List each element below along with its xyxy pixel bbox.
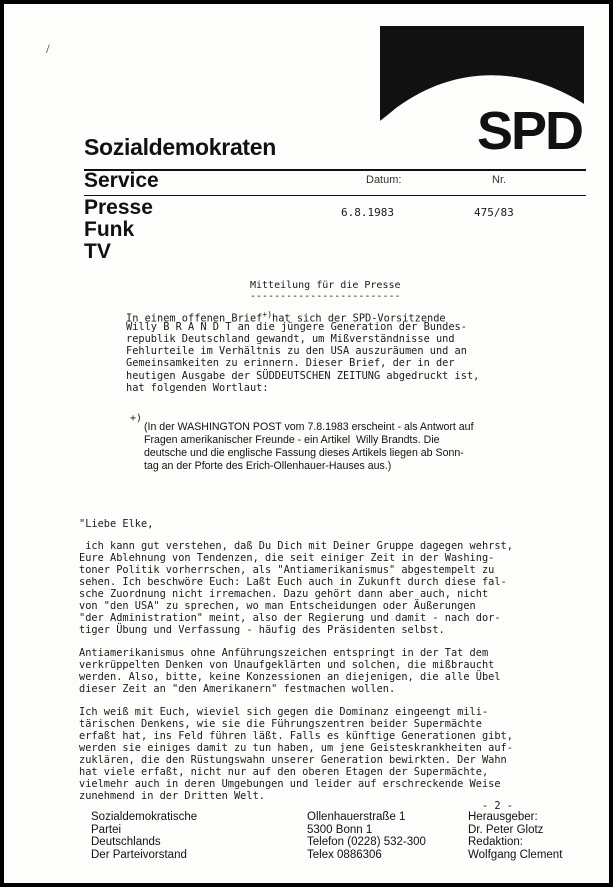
intro-line: Willy B R A N D T an die jüngere Generation der Bundes- <box>126 321 467 333</box>
letter-line: Antiamerikanismus ohne Anführungszeichen entspringt in der Tat dem <box>79 647 489 659</box>
letter-line: zunehmend in der Dritten Welt. <box>79 790 265 802</box>
intro-line: republik Deutschland gewandt, um Mißverständnisse und <box>126 333 455 345</box>
letter-line: "der Administration" meint, also der Regierung und damit - nach dor- <box>79 612 501 624</box>
letter-line: tiger Übung und Verfassung - häufig des Präsidenten selbst. <box>79 624 445 636</box>
letter-line: sche Zuordnung nicht irremachen. Dazu gehört dann aber auch, nicht <box>79 588 489 600</box>
date-value: 6.8.1983 <box>341 206 394 219</box>
letter-line: verkrüppelten Denken von Unaufgeklärten und solchen, die mißbraucht <box>79 659 495 671</box>
letter-line: toner Politik vorherrschen, als "Antiamerikanismus" abgestempelt zu <box>79 564 495 576</box>
page-title: Mitteilung für die Presse <box>250 280 401 291</box>
footnote-line: (In der WASHINGTON POST vom 7.8.1983 erscheint - als Antwort auf <box>144 421 474 433</box>
footnote-line: Fragen amerikanischer Freunde - ein Artikel Willy Brandts. Die <box>144 434 440 446</box>
brand-name: Sozialdemokraten <box>84 134 277 160</box>
letter-line: dieser Zeit an "den Amerikanern" festmachen wollen. <box>79 683 396 695</box>
footer-publisher: Herausgeber: Dr. Peter Glotz Redaktion: Wolfgang Clement <box>468 811 563 861</box>
letter-line: werden sie einiges damit zu tun haben, um jene Geisteskrankheiten auf- <box>79 742 513 754</box>
margin-mark: / <box>46 41 50 56</box>
letter-line: werden. Also, bitte, keine Konzessionen an diejenigen, die alle Übel <box>79 671 501 683</box>
letter-line: hat viele erfaßt, nicht nur auf den oberen Etagen der Supermächte, <box>79 766 489 778</box>
salutation: "Liebe Elke, <box>79 518 154 530</box>
letter-line: vielmehr auch in deren Umgebungen und leider auf erschreckende Weise <box>79 778 501 790</box>
section-presse: Presse <box>84 196 153 219</box>
letter-line: Eure Ablehnung von Tendenzen, die seit einiger Zeit in der Washing- <box>79 552 495 564</box>
header-rule-thin <box>84 195 586 196</box>
footnote-line: deutsche und die englische Fassung dieses Artikels liegen ab Sonn- <box>144 447 464 459</box>
intro-line: Gemeinsamkeiten zu erinnern. Dieser Brief, der in der <box>126 357 455 369</box>
letter-line: tärischen Denkens, wie sie die Führungszentren beider Supermächte <box>79 718 482 730</box>
letter-line: erfaßt hat, ins Feld führen läßt. Falls es künftige Generationen gibt, <box>79 730 513 742</box>
letter-line: Ich weiß mit Euch, wieviel sich gegen die Dominanz eingeengt mili- <box>79 706 489 718</box>
letter-line: sehen. Ich beschwöre Euch: Laßt Euch auch in Zukunft durch diese fal- <box>79 576 507 588</box>
section-tv: TV <box>84 240 111 263</box>
letter-line: zuklären, die den Rüstungswahn unserer Generation bewirkten. Der Wahn <box>79 754 507 766</box>
footnote-ref: +) <box>262 310 273 319</box>
number-value: 475/83 <box>474 206 514 219</box>
spd-logo-text: SPD <box>477 101 583 161</box>
footnote-marker: +) <box>130 413 143 424</box>
press-release-page <box>4 4 609 883</box>
letter-line: ich kann gut verstehen, daß Du Dich mit Deiner Gruppe dagegen wehrst, <box>79 540 513 552</box>
intro-line: heutigen Ausgabe der SÜDDEUTSCHEN ZEITUNG abgedruckt ist, <box>126 370 480 382</box>
footer-org: Sozialdemokratische Partei Deutschlands Der Parteivorstand <box>91 811 198 861</box>
intro-line: hat folgenden Wortlaut: <box>126 382 269 394</box>
page-number: - 2 - <box>482 800 513 812</box>
footer-address: Ollenhauerstraße 1 5300 Bonn 1 Telefon (0228) 532-300 Telex 0886306 <box>307 811 426 861</box>
date-label: Datum: <box>366 174 402 186</box>
number-label: Nr. <box>492 174 507 186</box>
intro-line: Fehlurteile im Verhältnis zu den USA auszuräumen und an <box>126 345 467 357</box>
letter-line: von "den USA" zu sprechen, wo man Entscheidungen oder Äußerungen <box>79 600 476 612</box>
title-underline: ------------------------- <box>250 291 401 302</box>
section-funk: Funk <box>84 218 135 241</box>
header-rule <box>84 169 586 171</box>
section-service: Service <box>84 169 159 192</box>
footnote-line: tag an der Pforte des Erich-Ollenhauer-Hauses aus.) <box>144 460 392 472</box>
intro-line: In einem offenen Brief+)hat sich der SPD-Vorsitzende <box>126 310 446 325</box>
